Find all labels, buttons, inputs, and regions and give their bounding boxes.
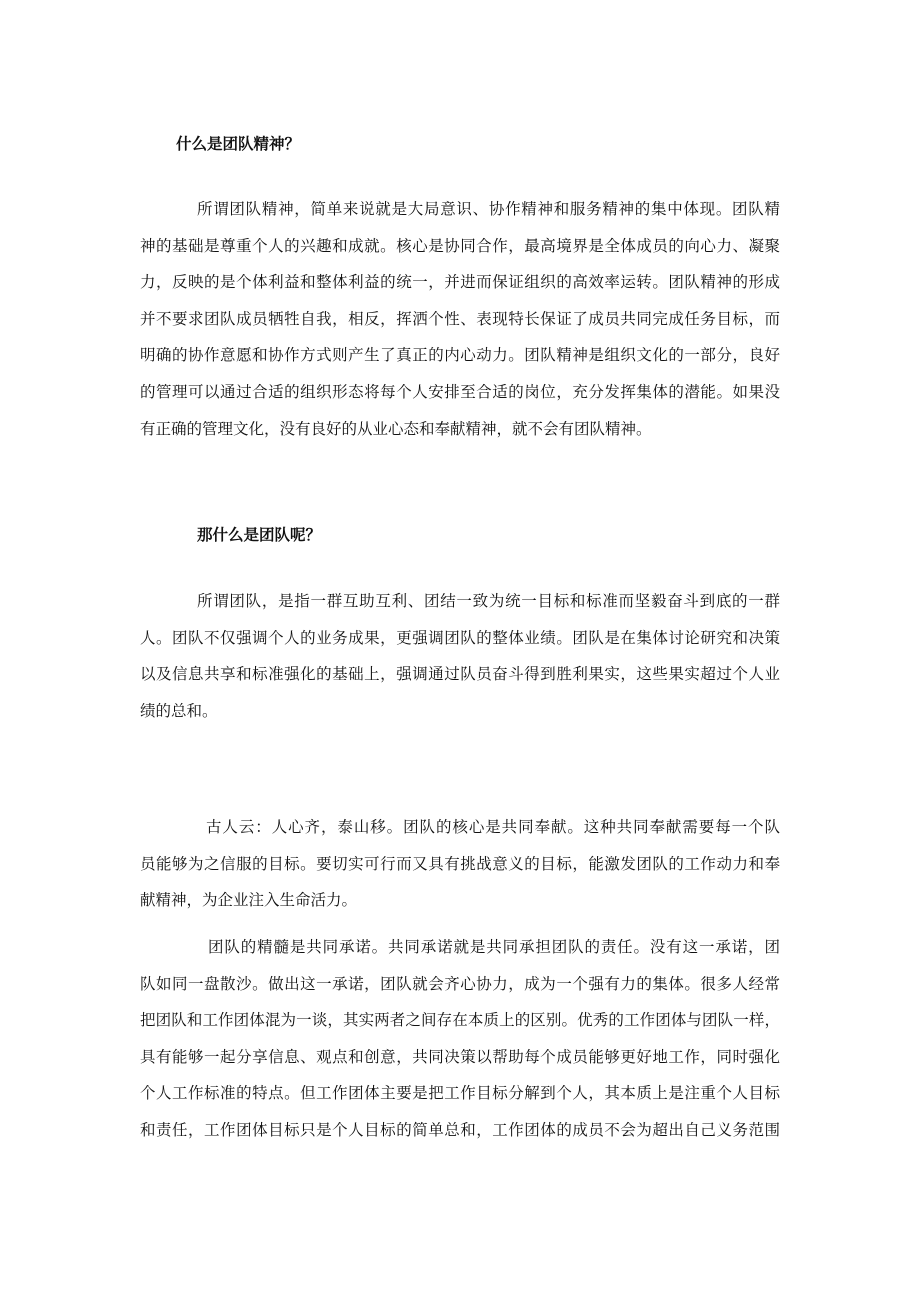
paragraph-team-spirit-definition [140, 191, 780, 447]
text-line: 人。团队不仅强调个人的业务成果，更强调团队的整体业绩。团队是在集体讨论研究和决策 [140, 628, 780, 647]
text-line: 明确的协作意愿和协作方式则产生了真正的内心动力。团队精神是组织文化的一部分，良好 [140, 346, 780, 365]
heading-what-is-team: 那什么是团队呢？ [197, 525, 322, 544]
text-line: 队如同一盘散沙。做出这一承诺，团队就会齐心协力，成为一个强有力的集体。很多人经常 [140, 974, 780, 993]
paragraph-shared-commitment [140, 929, 780, 1149]
text-line: 和责任，工作团体目标只是个人目标的简单总和，工作团体的成员不会为超出自己义务范围 [140, 1120, 780, 1139]
text-line: 所谓团队精神，简单来说就是大局意识、协作精神和服务精神的集中体现。团队精 [197, 200, 780, 218]
heading-what-is-team-spirit: 什么是团队精神？ [176, 134, 301, 153]
text-line: 绩的总和。 [140, 701, 218, 720]
text-line: 并不要求团队成员牺牲自我，相反，挥洒个性、表现特长保证了成员共同完成任务目标，而 [140, 309, 780, 328]
paragraph-team-definition [140, 583, 780, 729]
text-line: 把团队和工作团体混为一谈，其实两者之间存在本质上的区别。优秀的工作团体与团队一样， [140, 1011, 780, 1030]
text-line: 团队的精髓是共同承诺。共同承诺就是共同承担团队的责任。没有这一承诺，团 [208, 938, 780, 956]
text-line: 的管理可以通过合适的组织形态将每个人安排至合适的岗位，充分发挥集体的潜能。如果没 [140, 382, 780, 401]
text-line: 员能够为之信服的目标。要切实可行而又具有挑战意义的目标，能激发团队的工作动力和奉 [140, 854, 780, 873]
text-line: 献精神，为企业注入生命活力。 [140, 891, 358, 910]
text-line: 古人云：人心齐，泰山移。团队的核心是共同奉献。这种共同奉献需要每一个队 [206, 818, 780, 836]
text-line: 具有能够一起分享信息、观点和创意，共同决策以帮助每个成员能够更好地工作，同时强化 [140, 1047, 780, 1066]
text-line: 神的基础是尊重个人的兴趣和成就。核心是协同合作，最高境界是全体成员的向心力、凝聚 [140, 236, 780, 255]
text-line: 有正确的管理文化，没有良好的从业心态和奉献精神，就不会有团队精神。 [140, 419, 652, 438]
paragraph-ancients-saying [140, 809, 780, 919]
text-line: 个人工作标准的特点。但工作团体主要是把工作目标分解到个人，其本质上是注重个人目标 [140, 1084, 780, 1103]
text-line: 以及信息共享和标准强化的基础上，强调通过队员奋斗得到胜利果实，这些果实超过个人业 [140, 665, 780, 684]
text-line: 所谓团队，是指一群互助互利、团结一致为统一目标和标准而坚毅奋斗到底的一群 [197, 592, 780, 610]
text-line: 力，反映的是个体利益和整体利益的统一，并进而保证组织的高效率运转。团队精神的形成 [140, 273, 780, 292]
